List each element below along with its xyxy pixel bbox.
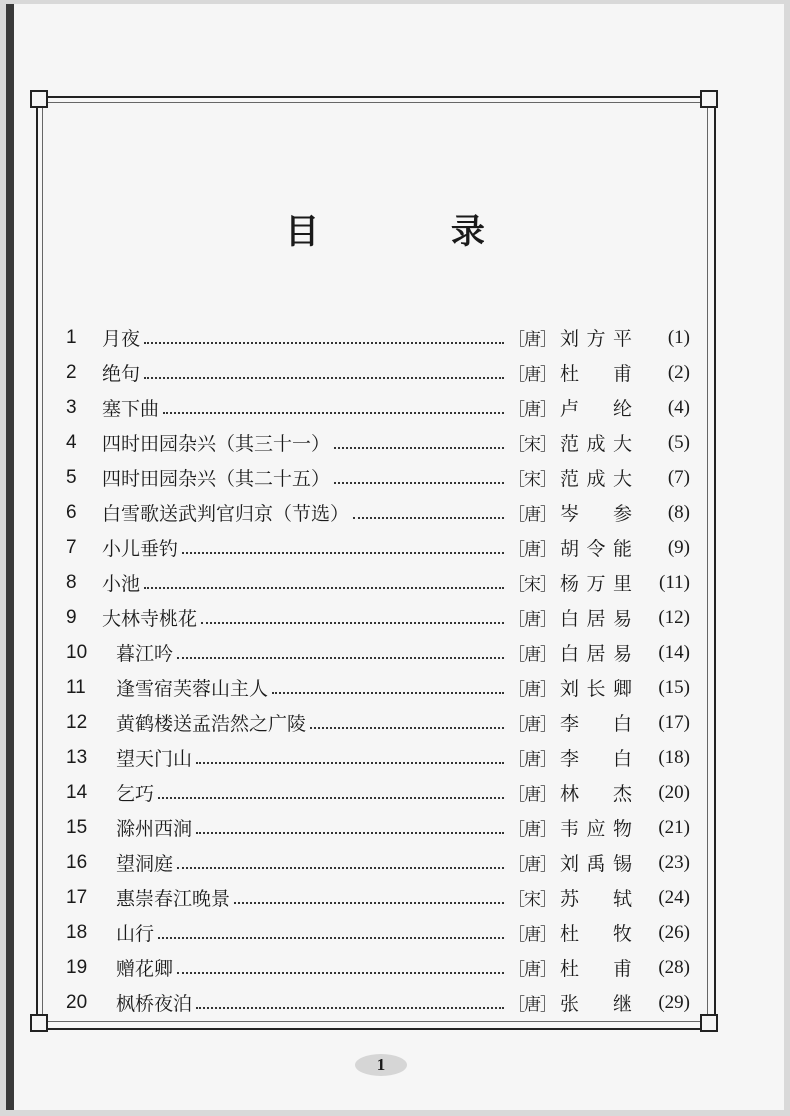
toc-entry[interactable] xyxy=(66,775,690,810)
toc-entry-dynasty: ［唐］ xyxy=(508,750,556,770)
toc-leader-dots xyxy=(196,830,504,834)
toc-entry-page: (17) xyxy=(658,711,690,733)
toc-entry-dynasty: ［唐］ xyxy=(508,645,556,665)
toc-entry-number: 13 xyxy=(66,746,88,768)
toc-entry-page: (18) xyxy=(658,746,690,768)
toc-leader-dots xyxy=(310,725,504,729)
toc-leader-dots xyxy=(158,795,504,799)
toc-entry-author: 杨万里 xyxy=(560,573,632,595)
toc-entry-number: 16 xyxy=(66,851,88,873)
toc-entry-title: 望天门山 xyxy=(116,748,193,770)
toc-leader-dots xyxy=(196,760,504,764)
toc-entry[interactable] xyxy=(66,565,690,600)
toc-entry-page: (12) xyxy=(658,606,690,628)
toc-entry-number: 6 xyxy=(66,501,77,523)
toc-entry-number: 5 xyxy=(66,466,77,488)
page-number: 1 xyxy=(355,1054,407,1076)
toc-leader-dots xyxy=(177,655,504,659)
toc-entry-author: 刘禹锡 xyxy=(560,853,632,875)
toc-entry-page: (1) xyxy=(667,326,690,348)
toc-entry-title: 惠崇春江晚景 xyxy=(116,888,231,910)
toc-entry-title: 黄鹤楼送孟浩然之广陵 xyxy=(116,713,307,735)
toc-entry-number: 4 xyxy=(66,431,77,453)
toc-entry-author: 刘方平 xyxy=(560,328,632,350)
toc-leader-dots xyxy=(272,690,504,694)
toc-entry-dynasty: ［唐］ xyxy=(508,960,556,980)
toc-entry-number: 17 xyxy=(66,886,88,908)
toc-entry-title: 白雪歌送武判官归京（节选） xyxy=(102,503,350,525)
toc-entry-page: (7) xyxy=(667,466,690,488)
toc-leader-dots xyxy=(334,445,504,449)
toc-entry-dynasty: ［唐］ xyxy=(508,820,556,840)
toc-leader-dots xyxy=(196,1005,504,1009)
toc-entry-author: 韦应物 xyxy=(560,818,632,840)
toc-entry-page: (28) xyxy=(658,956,690,978)
toc-entry-title: 滁州西涧 xyxy=(116,818,193,840)
toc-entry-author: 卢 纶 xyxy=(560,398,632,420)
toc-entry-author: 苏 轼 xyxy=(560,888,632,910)
frame-corner-ornament xyxy=(30,90,48,108)
toc-entry-page: (11) xyxy=(659,571,690,593)
toc-entry-page: (21) xyxy=(658,816,690,838)
toc-entry-dynasty: ［唐］ xyxy=(508,785,556,805)
toc-entry[interactable] xyxy=(66,600,690,635)
toc-entry-title: 绝句 xyxy=(102,363,141,385)
toc-entry-number: 14 xyxy=(66,781,88,803)
toc-entry-number: 18 xyxy=(66,921,88,943)
toc-entry-author: 李 白 xyxy=(560,713,632,735)
toc-entry-number: 20 xyxy=(66,991,88,1013)
toc-leader-dots xyxy=(177,970,504,974)
toc-entry-dynasty: ［唐］ xyxy=(508,925,556,945)
toc-entry[interactable] xyxy=(66,705,690,740)
toc-entry-page: (14) xyxy=(658,641,690,663)
frame-corner-ornament xyxy=(700,90,718,108)
toc-entry-author: 范成大 xyxy=(560,433,632,455)
toc-entry-dynasty: ［唐］ xyxy=(508,365,556,385)
toc-entry-dynasty: ［唐］ xyxy=(508,715,556,735)
toc-entry-page: (26) xyxy=(658,921,690,943)
toc-entry-author: 杜 甫 xyxy=(560,958,632,980)
toc-leader-dots xyxy=(182,550,504,554)
toc-entry-dynasty: ［唐］ xyxy=(508,855,556,875)
toc-entry-number: 3 xyxy=(66,396,77,418)
toc-entry[interactable] xyxy=(66,810,690,845)
toc-leader-dots xyxy=(158,935,504,939)
toc-entry[interactable] xyxy=(66,670,690,705)
toc-entry-dynasty: ［唐］ xyxy=(508,995,556,1015)
toc-entry-number: 12 xyxy=(66,711,88,733)
toc-entry-dynasty: ［宋］ xyxy=(508,890,556,910)
table-of-contents xyxy=(66,320,690,1020)
toc-entry-author: 白居易 xyxy=(560,608,632,630)
toc-entry-title: 暮江吟 xyxy=(116,643,174,665)
toc-entry-dynasty: ［宋］ xyxy=(508,575,556,595)
toc-leader-dots xyxy=(163,410,504,414)
toc-entry-number: 11 xyxy=(66,676,86,698)
toc-entry[interactable] xyxy=(66,390,690,425)
toc-entry-author: 范成大 xyxy=(560,468,632,490)
toc-entry-author: 胡令能 xyxy=(560,538,632,560)
toc-entry-number: 8 xyxy=(66,571,77,593)
toc-leader-dots xyxy=(353,515,504,519)
toc-entry-number: 7 xyxy=(66,536,77,558)
toc-leader-dots xyxy=(144,340,504,344)
toc-entry-page: (5) xyxy=(667,431,690,453)
toc-entry-dynasty: ［唐］ xyxy=(508,330,556,350)
toc-entry-page: (20) xyxy=(658,781,690,803)
toc-entry[interactable] xyxy=(66,740,690,775)
toc-leader-dots xyxy=(144,375,504,379)
toc-entry-page: (23) xyxy=(658,851,690,873)
page-title: 目 录 xyxy=(285,212,545,252)
toc-entry[interactable] xyxy=(66,950,690,985)
toc-entry[interactable] xyxy=(66,915,690,950)
toc-entry-dynasty: ［宋］ xyxy=(508,435,556,455)
toc-entry-title: 小儿垂钓 xyxy=(102,538,179,560)
toc-entry-author: 张 继 xyxy=(560,993,632,1015)
toc-leader-dots xyxy=(177,865,504,869)
toc-entry-title: 月夜 xyxy=(102,328,141,350)
toc-entry[interactable] xyxy=(66,985,690,1020)
toc-entry-dynasty: ［宋］ xyxy=(508,470,556,490)
toc-entry-author: 杜 牧 xyxy=(560,923,632,945)
toc-leader-dots xyxy=(234,900,504,904)
toc-entry-title: 四时田园杂兴（其二十五） xyxy=(102,468,331,490)
toc-entry[interactable] xyxy=(66,635,690,670)
toc-entry-author: 岑 参 xyxy=(560,503,632,525)
toc-entry-title: 枫桥夜泊 xyxy=(116,993,193,1015)
toc-entry[interactable] xyxy=(66,320,690,355)
toc-entry-title: 塞下曲 xyxy=(102,398,160,420)
toc-entry-dynasty: ［唐］ xyxy=(508,505,556,525)
toc-leader-dots xyxy=(201,620,504,624)
page-edge-shadow xyxy=(6,4,14,1110)
toc-entry-title: 望洞庭 xyxy=(116,853,174,875)
toc-entry-author: 刘长卿 xyxy=(560,678,632,700)
toc-entry[interactable] xyxy=(66,425,690,460)
frame-corner-ornament xyxy=(700,1014,718,1032)
toc-entry[interactable] xyxy=(66,880,690,915)
toc-entry-title: 小池 xyxy=(102,573,141,595)
toc-entry-dynasty: ［唐］ xyxy=(508,400,556,420)
toc-entry-title: 逢雪宿芙蓉山主人 xyxy=(116,678,269,700)
toc-entry-number: 10 xyxy=(66,641,88,663)
toc-entry-title: 四时田园杂兴（其三十一） xyxy=(102,433,331,455)
toc-entry[interactable] xyxy=(66,495,690,530)
toc-entry-dynasty: ［唐］ xyxy=(508,540,556,560)
toc-entry-number: 19 xyxy=(66,956,88,978)
frame-corner-ornament xyxy=(30,1014,48,1032)
toc-entry[interactable] xyxy=(66,355,690,390)
toc-entry-author: 李 白 xyxy=(560,748,632,770)
toc-leader-dots xyxy=(334,480,504,484)
toc-entry-number: 15 xyxy=(66,816,88,838)
toc-leader-dots xyxy=(144,585,504,589)
toc-entry-page: (4) xyxy=(667,396,690,418)
toc-entry-number: 9 xyxy=(66,606,77,628)
toc-entry-author: 杜 甫 xyxy=(560,363,632,385)
toc-entry[interactable] xyxy=(66,530,690,565)
toc-entry-page: (9) xyxy=(667,536,690,558)
toc-entry-author: 白居易 xyxy=(560,643,632,665)
toc-entry-title: 大林寺桃花 xyxy=(102,608,198,630)
toc-entry-page: (15) xyxy=(658,676,690,698)
toc-entry-page: (24) xyxy=(658,886,690,908)
toc-entry-page: (2) xyxy=(667,361,690,383)
toc-entry-author: 林 杰 xyxy=(560,783,632,805)
toc-entry-number: 1 xyxy=(66,326,77,348)
toc-entry-dynasty: ［唐］ xyxy=(508,610,556,630)
toc-entry-page: (29) xyxy=(658,991,690,1013)
toc-entry-number: 2 xyxy=(66,361,77,383)
toc-entry-title: 赠花卿 xyxy=(116,958,174,980)
toc-entry-title: 山行 xyxy=(116,923,155,945)
toc-entry-dynasty: ［唐］ xyxy=(508,680,556,700)
toc-entry-page: (8) xyxy=(667,501,690,523)
toc-entry[interactable] xyxy=(66,845,690,880)
toc-entry[interactable] xyxy=(66,460,690,495)
toc-entry-title: 乞巧 xyxy=(116,783,155,805)
